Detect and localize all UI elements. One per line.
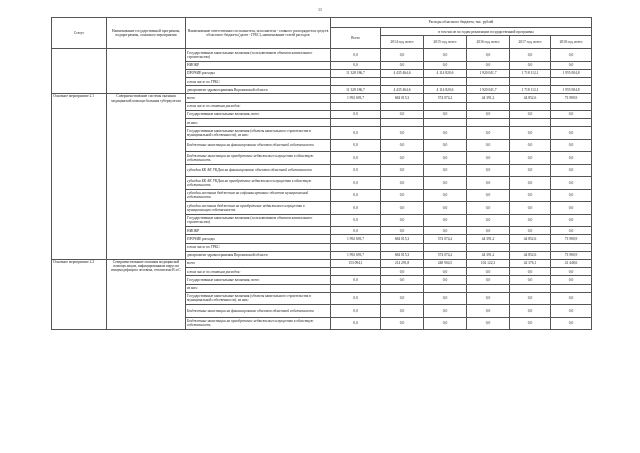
year-value: 0,0 (381, 127, 424, 140)
year-value: 0,0 (510, 49, 551, 62)
year-value: 0,0 (467, 139, 510, 152)
year-value (424, 119, 467, 127)
total-value: 1 992 693,7 (331, 94, 381, 102)
year-value: 0,0 (381, 214, 424, 227)
year-value (551, 102, 592, 110)
year-value: 0,0 (424, 61, 467, 69)
year-value (510, 119, 551, 127)
expense-label: Бюджетные инвестиции на финансирование объектов областной собственности (186, 139, 331, 152)
year-value: 0,0 (424, 292, 467, 305)
year-value: 684 015,3 (381, 94, 424, 102)
header-year: 2015 год, всего (424, 36, 467, 49)
expense-label: НИОКР (186, 227, 331, 235)
total-value (331, 102, 381, 110)
year-value: 0,0 (424, 177, 467, 190)
year-value: 4 435 464,6 (381, 69, 424, 77)
expense-label: Государственные капитальные вложения (за исключением объектов капитального строительства) (186, 49, 331, 62)
year-value: 0,0 (467, 110, 510, 118)
year-value: 0,0 (424, 268, 467, 276)
year-value: 42 376,1 (510, 259, 551, 267)
year-value: 0,0 (381, 164, 424, 177)
table-row (52, 49, 592, 62)
year-value: 0,0 (467, 292, 510, 305)
header-year: 2017 год, всего (510, 36, 551, 49)
year-value: 0,0 (510, 127, 551, 140)
expense-label: департамент здравоохранения Воронежской области (186, 251, 331, 259)
expense-label: Бюджетные инвестиции на приобретение недвижимого имущества в областную собственность (186, 152, 331, 165)
expense-label: в том числе по ГРБС: (186, 243, 331, 251)
year-value: 0,0 (467, 61, 510, 69)
total-value: 0,0 (331, 317, 381, 330)
year-value: 684 015,3 (381, 251, 424, 259)
program-cell: Совершенствование системы оказания медицинской помощи больным туберкулезом (107, 94, 186, 260)
year-value: 0,0 (381, 317, 424, 330)
total-value: 11 328 186,7 (331, 86, 381, 94)
status-cell (52, 49, 107, 94)
year-value: 0,0 (424, 202, 467, 215)
year-value: 0,0 (510, 189, 551, 202)
year-value (424, 284, 467, 292)
expense-label: из них: (186, 284, 331, 292)
year-value: 1 718 112,1 (510, 86, 551, 94)
program-cell (107, 49, 186, 94)
total-value: 0,0 (331, 152, 381, 165)
year-value: 0,0 (381, 227, 424, 235)
year-value: 0,0 (467, 268, 510, 276)
year-value: 0,0 (424, 110, 467, 118)
header-incl-years: в том числе по годам реализации государственной программы (381, 28, 592, 36)
year-value: 0,0 (381, 268, 424, 276)
year-value: 4 435 464,6 (381, 86, 424, 94)
header-year: 2014 год, всего (381, 36, 424, 49)
year-value: 0,0 (510, 164, 551, 177)
total-value: 0,0 (331, 276, 381, 284)
header-program: Наименование государственной программы, подпрограммы, основного мероприятия (107, 18, 186, 49)
expense-label: субсидии местным бюджетам на приобретение недвижимого имущества в муниципальную собственность (186, 202, 331, 215)
expense-label: субсидии БК АК УКДим на приобретение недвижимого имущества в областную собственность (186, 177, 331, 190)
total-value: 0,0 (331, 139, 381, 152)
status-cell: Основное мероприятие 2.1 (52, 94, 107, 260)
year-value: 0,0 (424, 127, 467, 140)
year-value: 0,0 (510, 317, 551, 330)
year-value: 0,0 (510, 305, 551, 318)
year-value (467, 78, 510, 86)
year-value: 44 852,6 (510, 251, 551, 259)
year-value: 0,0 (467, 214, 510, 227)
year-value (551, 78, 592, 86)
year-value (467, 102, 510, 110)
year-value: 684 015,3 (381, 235, 424, 243)
year-value (381, 102, 424, 110)
year-value: 0,0 (467, 164, 510, 177)
year-value: 0,0 (510, 177, 551, 190)
year-value: 0,0 (424, 276, 467, 284)
expenses-table (51, 17, 592, 330)
expense-label: Бюджетные инвестиции на финансирование объектов областной собственности (186, 305, 331, 318)
total-value: 153 094,1 (331, 259, 381, 267)
year-value (424, 243, 467, 251)
year-value: 0,0 (510, 214, 551, 227)
year-value: 0,0 (424, 49, 467, 62)
year-value: 0,0 (467, 227, 510, 235)
year-value: 574 074,2 (424, 94, 467, 102)
header-year: 2018 год, всего (551, 36, 592, 49)
year-value: 0,0 (424, 317, 467, 330)
year-value (381, 243, 424, 251)
year-value: 0,0 (551, 276, 592, 284)
expense-label: Государственные капитальные вложения (объекты капитального строительства в муниципальной собственности), из них: (186, 127, 331, 140)
total-value: 11 328 186,7 (331, 69, 381, 77)
year-value: 1 920 041,7 (467, 69, 510, 77)
year-value: 0,0 (467, 152, 510, 165)
year-value: 214 291,8 (381, 259, 424, 267)
expense-label: в том числе по статьям расходов: (186, 102, 331, 110)
year-value: 248 904,5 (424, 259, 467, 267)
year-value: 4 114 820,6 (424, 69, 467, 77)
year-value: 4 114 820,6 (424, 86, 467, 94)
year-value: 0,0 (551, 164, 592, 177)
table-row (52, 94, 592, 102)
year-value: 0,0 (510, 202, 551, 215)
status-cell: Основное мероприятие 2.2 (52, 259, 107, 329)
year-value: 0,0 (424, 305, 467, 318)
expense-label: в том числе по ГРБС: (186, 78, 331, 86)
year-value: 0,0 (467, 127, 510, 140)
year-value: 0,0 (551, 305, 592, 318)
year-value: 0,0 (551, 227, 592, 235)
expense-label: департамент здравоохранения Воронежской области (186, 86, 331, 94)
expense-label: Бюджетные инвестиции на приобретение недвижимого имущества в областную собственность (186, 317, 331, 330)
program-cell: Совершенствование оказания медицинской помощи лицам, инфицированным вирусом иммунодефицита человека, гепатитами В и С (107, 259, 186, 329)
year-value: 44 391,2 (467, 94, 510, 102)
expense-label: НИОКР (186, 61, 331, 69)
header-expenses: Расходы областного бюджета, тыс. рублей (331, 18, 592, 28)
year-value: 574 074,2 (424, 251, 467, 259)
table-body (52, 49, 592, 330)
total-value (331, 243, 381, 251)
year-value: 0,0 (551, 268, 592, 276)
year-value: 0,0 (510, 152, 551, 165)
total-value: 0,0 (331, 61, 381, 69)
total-value: 0,0 (331, 292, 381, 305)
year-value: 1 920 041,7 (467, 86, 510, 94)
year-value: 41 448,6 (551, 259, 592, 267)
year-value (510, 102, 551, 110)
year-value: 0,0 (551, 61, 592, 69)
year-value: 73 980,9 (551, 94, 592, 102)
expense-label: Государственные капитальные вложения (за исключением объектов капитального строительства) (186, 214, 331, 227)
year-value: 0,0 (424, 214, 467, 227)
year-value: 0,0 (510, 268, 551, 276)
year-value: 0,0 (424, 164, 467, 177)
year-value (510, 78, 551, 86)
total-value (331, 284, 381, 292)
year-value: 44 391,2 (467, 251, 510, 259)
year-value: 0,0 (381, 177, 424, 190)
year-value: 1 718 112,1 (510, 69, 551, 77)
year-value: 73 980,9 (551, 235, 592, 243)
year-value: 0,0 (551, 110, 592, 118)
total-value: 0,0 (331, 189, 381, 202)
total-value (331, 78, 381, 86)
year-value: 0,0 (381, 189, 424, 202)
year-value: 0,0 (551, 202, 592, 215)
total-value: 1 992 693,7 (331, 235, 381, 243)
expense-label: Государственные капитальные вложения (объекты капитального строительства в муниципальной собственности), из них: (186, 292, 331, 305)
year-value: 0,0 (551, 127, 592, 140)
year-value: 0,0 (424, 139, 467, 152)
year-value: 0,0 (467, 49, 510, 62)
year-value (551, 243, 592, 251)
year-value: 0,0 (424, 189, 467, 202)
year-value (467, 284, 510, 292)
year-value: 0,0 (467, 305, 510, 318)
total-value: 0,0 (331, 202, 381, 215)
year-value (424, 102, 467, 110)
header-total: Всего (331, 28, 381, 49)
total-value: 0,0 (331, 49, 381, 62)
year-value (381, 284, 424, 292)
year-value: 0,0 (381, 202, 424, 215)
expense-label: субсидии местным бюджетам на софинансирование объектов муниципальной собственности (186, 189, 331, 202)
total-value (331, 119, 381, 127)
year-value (381, 119, 424, 127)
header-year: 2016 год, всего (467, 36, 510, 49)
total-value: 0,0 (331, 227, 381, 235)
total-value: 0,0 (331, 177, 381, 190)
year-value: 1 955 004,8 (551, 86, 592, 94)
expense-label: всего (186, 259, 331, 267)
year-value: 0,0 (467, 177, 510, 190)
total-value: 0,0 (331, 127, 381, 140)
total-value: 0,0 (331, 110, 381, 118)
expense-label: ПРОЧИЕ расходы (186, 69, 331, 77)
expense-label: в том числе по статьям расходов: (186, 268, 331, 276)
year-value (467, 119, 510, 127)
year-value: 0,0 (467, 202, 510, 215)
year-value: 0,0 (381, 110, 424, 118)
total-value (331, 268, 381, 276)
year-value: 0,0 (424, 227, 467, 235)
year-value: 0,0 (551, 292, 592, 305)
year-value: 0,0 (510, 292, 551, 305)
total-value: 0,0 (331, 164, 381, 177)
year-value (510, 284, 551, 292)
year-value: 0,0 (551, 139, 592, 152)
year-value (551, 119, 592, 127)
page-number: 11 (317, 7, 323, 12)
year-value: 0,0 (381, 139, 424, 152)
year-value: 0,0 (510, 276, 551, 284)
year-value: 0,0 (551, 49, 592, 62)
year-value: 0,0 (381, 305, 424, 318)
year-value (510, 243, 551, 251)
year-value: 1 955 004,8 (551, 69, 592, 77)
year-value: 0,0 (381, 276, 424, 284)
year-value: 0,0 (510, 110, 551, 118)
year-value: 0,0 (551, 214, 592, 227)
expense-label: всего (186, 94, 331, 102)
year-value: 102 122,3 (467, 259, 510, 267)
year-value: 0,0 (551, 152, 592, 165)
year-value: 574 074,2 (424, 235, 467, 243)
year-value: 0,0 (551, 189, 592, 202)
year-value: 0,0 (381, 49, 424, 62)
year-value: 0,0 (467, 317, 510, 330)
year-value: 44 852,6 (510, 94, 551, 102)
year-value (381, 78, 424, 86)
expense-label: субсидии БК АК УКДим на финансирование объектов областной собственности (186, 164, 331, 177)
year-value: 44 852,6 (510, 235, 551, 243)
year-value: 0,0 (510, 139, 551, 152)
table-row (52, 259, 592, 267)
total-value: 1 992 693,7 (331, 251, 381, 259)
year-value: 0,0 (467, 276, 510, 284)
year-value: 0,0 (381, 61, 424, 69)
year-value: 0,0 (467, 189, 510, 202)
total-value: 0,0 (331, 305, 381, 318)
expense-label: Государственные капитальные вложения, всего (186, 276, 331, 284)
year-value: 0,0 (424, 152, 467, 165)
header-status: Статус (52, 18, 107, 49)
expense-label: Государственные капитальные вложения, всего (186, 110, 331, 118)
expense-label: из них: (186, 119, 331, 127)
year-value: 44 391,2 (467, 235, 510, 243)
year-value: 0,0 (510, 227, 551, 235)
year-value: 0,0 (551, 177, 592, 190)
expense-label: ПРОЧИЕ расходы (186, 235, 331, 243)
year-value (467, 243, 510, 251)
total-value: 0,0 (331, 214, 381, 227)
year-value (551, 284, 592, 292)
year-value: 0,0 (381, 292, 424, 305)
year-value: 73 980,9 (551, 251, 592, 259)
year-value: 0,0 (381, 152, 424, 165)
year-value (424, 78, 467, 86)
year-value: 0,0 (510, 61, 551, 69)
year-value: 0,0 (551, 317, 592, 330)
header-executor: Наименование ответственного исполнителя, исполнителя - главного распорядителя средств областного бюджета (далее - ГРБС), наименование статей расходов (186, 18, 331, 49)
